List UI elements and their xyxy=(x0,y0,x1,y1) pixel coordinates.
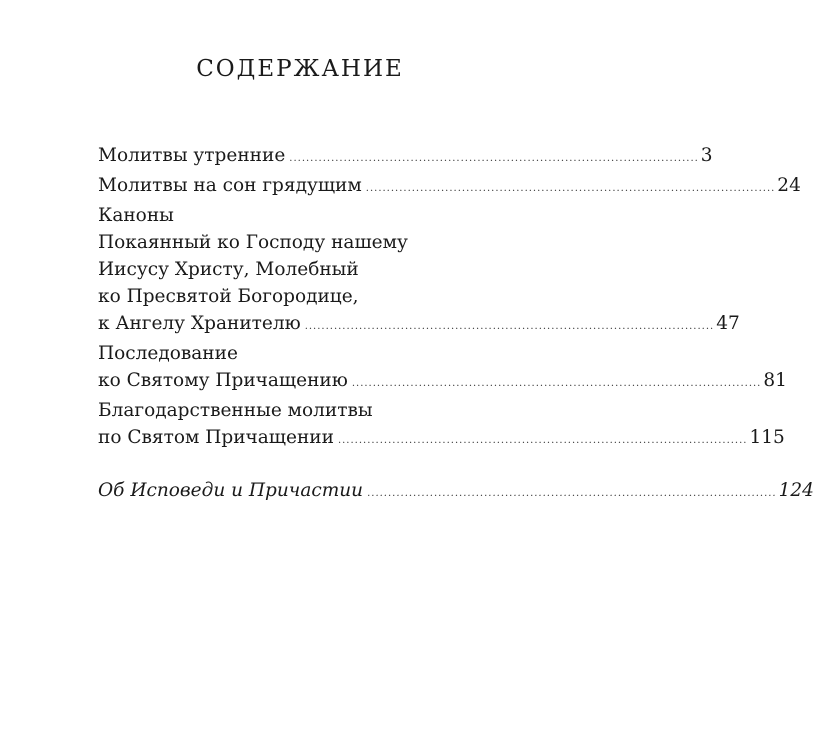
toc-line xyxy=(98,340,494,367)
dot-leader: .................................................................................................. xyxy=(304,321,715,332)
toc-page-number: 24 xyxy=(777,175,801,196)
toc-entry-title-continued: ко Пресвятой Богородице, xyxy=(98,286,359,307)
toc-entry-title-continued: к Ангелу Хранителю xyxy=(98,313,301,334)
toc-line xyxy=(98,172,801,202)
toc-entry-evening-prayers[interactable] xyxy=(98,172,801,202)
dot-leader: .................................................................................................. xyxy=(337,435,748,446)
toc-line xyxy=(98,229,494,256)
toc-page-number: 115 xyxy=(749,427,785,448)
toc-entry-canons[interactable] xyxy=(98,202,740,340)
toc-page-number: 47 xyxy=(716,313,740,334)
toc-page-number: 124 xyxy=(778,480,814,501)
toc-page-number: 3 xyxy=(700,145,713,166)
toc-line xyxy=(98,202,494,229)
dot-leader: .................................................................................................. xyxy=(365,183,776,194)
toc-line xyxy=(98,424,785,454)
toc-entry-morning-prayers[interactable] xyxy=(98,142,713,172)
dot-leader: .................................................................................................. xyxy=(367,488,777,499)
dot-leader: .................................................................................................. xyxy=(289,153,699,164)
toc-entry-title-continued: по Святом Причащении xyxy=(98,427,334,448)
toc-entry-title-continued: Покаянный ко Господу нашему xyxy=(98,232,408,253)
toc-entry-title-continued: Иисусу Христу, Молебный xyxy=(98,259,359,280)
toc-line xyxy=(98,367,787,397)
table-of-contents xyxy=(98,142,814,507)
toc-line xyxy=(98,477,814,507)
toc-entry-communion-rule[interactable] xyxy=(98,340,787,397)
toc-line xyxy=(98,142,713,172)
toc-page-number: 81 xyxy=(763,370,787,391)
toc-entry-title: Благодарственные молитвы xyxy=(98,400,373,421)
toc-entry-title-continued: ко Святому Причащению xyxy=(98,370,348,391)
section-gap xyxy=(98,454,494,477)
toc-entry-title: Молитвы на сон грядущим xyxy=(98,175,362,196)
toc-entry-thanksgiving-prayers[interactable] xyxy=(98,397,785,454)
toc-line xyxy=(98,256,494,283)
toc-line xyxy=(98,310,740,340)
dot-leader: .................................................................................................. xyxy=(351,378,762,389)
toc-entry-title: Об Исповеди и Причастии xyxy=(98,480,364,501)
toc-line xyxy=(98,397,494,424)
toc-line xyxy=(98,283,494,310)
page-title: СОДЕРЖАНИЕ xyxy=(196,56,404,82)
toc-entry-title: Каноны xyxy=(98,205,174,226)
toc-entry-title: Молитвы утренние xyxy=(98,145,286,166)
toc-entry-confession[interactable] xyxy=(98,477,814,507)
toc-entry-title: Последование xyxy=(98,343,238,364)
